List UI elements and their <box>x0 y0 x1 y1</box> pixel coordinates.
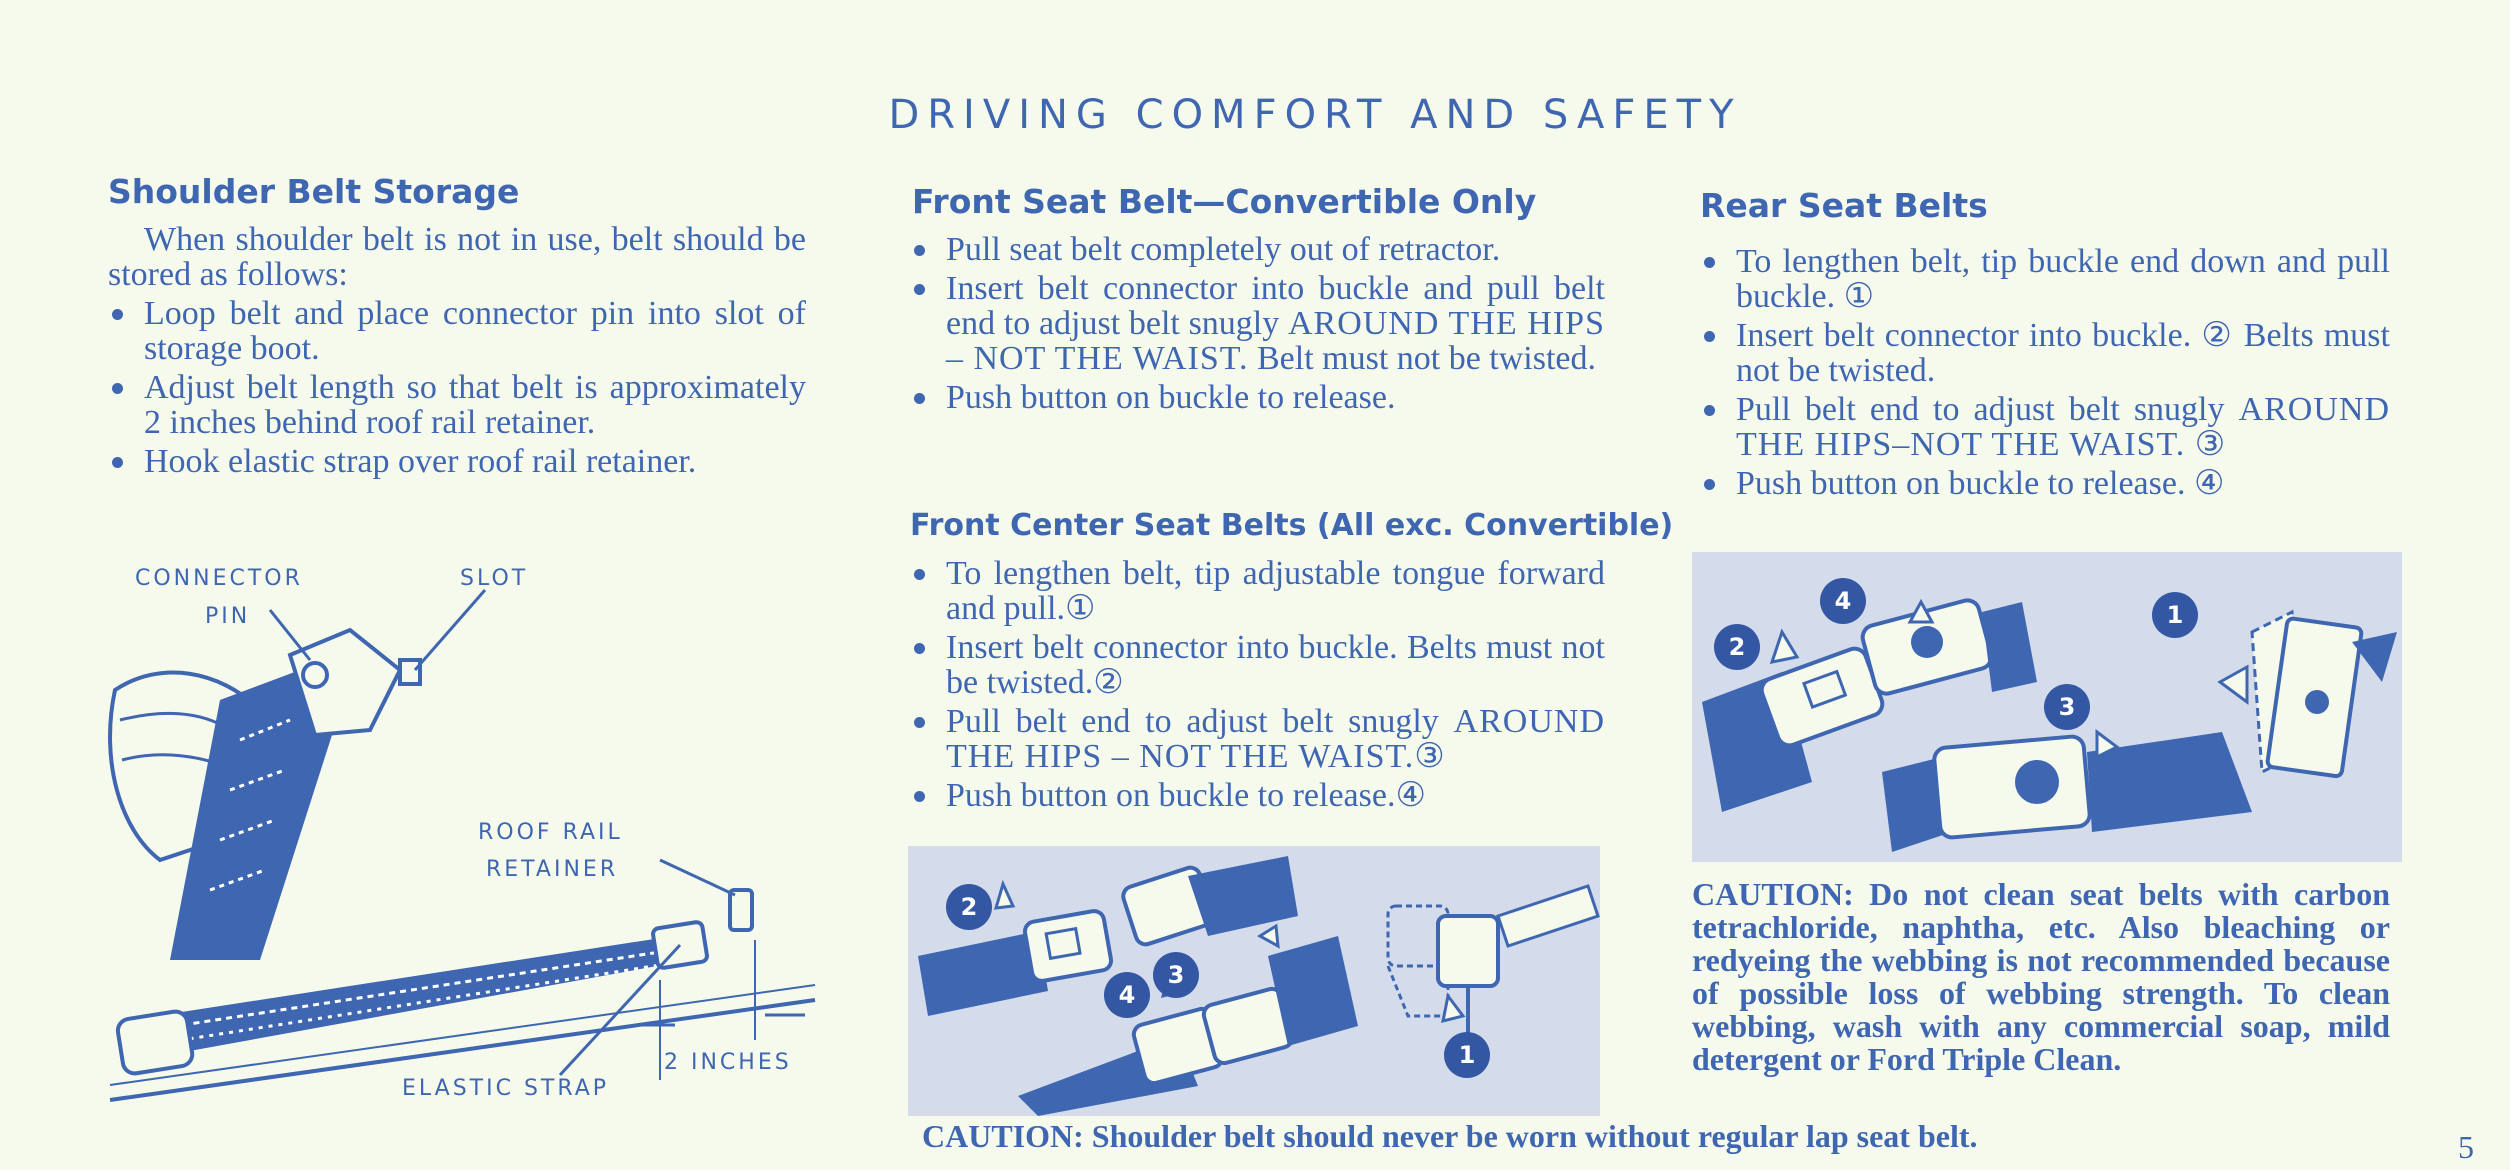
caps-warning: AROUND THE HIPS – NOT THE WAIST.③ <box>946 703 1605 775</box>
list-item <box>910 704 1605 774</box>
rear-belt-heading: Rear Seat Belts <box>1700 186 1988 225</box>
label-retainer: RETAINER <box>486 857 619 882</box>
list-item: Hook elastic strap over roof rail retainer. <box>108 444 806 479</box>
list-item <box>1700 392 2390 462</box>
step-badge-2: 2 <box>946 884 992 930</box>
shoulder-belt-drawing <box>100 560 820 1120</box>
rear-belt-body <box>1700 244 2390 505</box>
front-convertible-list <box>910 232 1605 415</box>
caps-warning: AROUND THE HIPS – NOT THE WAIST. <box>946 305 1606 377</box>
step-badge-3: 3 <box>2044 684 2090 730</box>
list-item: To lengthen belt, tip buckle end down and pull buckle. ① <box>1700 244 2390 314</box>
shoulder-belt-heading: Shoulder Belt Storage <box>108 172 520 211</box>
front-convertible-heading: Front Seat Belt—Convertible Only <box>912 182 1537 221</box>
list-item: Push button on buckle to release. <box>910 380 1605 415</box>
step-badge-1: 1 <box>1444 1032 1490 1078</box>
label-roof-rail: ROOF RAIL <box>478 820 623 845</box>
list-item: Push button on buckle to release. ④ <box>1700 466 2390 501</box>
list-item-text: Pull belt end to adjust belt snugly <box>1736 391 2225 428</box>
step-badge-4: 4 <box>1104 972 1150 1018</box>
step-badge-1: 1 <box>2152 592 2198 638</box>
rear-belt-illustration <box>1692 552 2402 862</box>
front-belt-illustration <box>908 846 1600 1116</box>
front-belt-drawing <box>908 846 1600 1116</box>
label-connector: CONNECTOR <box>135 566 303 591</box>
step-badge-3: 3 <box>1153 952 1199 998</box>
list-item: Loop belt and place connector pin into slot of storage boot. <box>108 296 806 366</box>
page-number: 5 <box>2458 1129 2474 1165</box>
label-slot: SLOT <box>460 566 529 591</box>
page-title: DRIVING COMFORT AND SAFETY <box>888 92 1742 138</box>
shoulder-belt-list <box>108 296 806 479</box>
list-item: Insert belt connector into buckle. Belts must not be twisted.② <box>910 630 1605 700</box>
list-item-tail: Belt must not be twisted. <box>1248 340 1597 377</box>
rear-caution: CAUTION: Do not clean seat belts with carbon tetrachloride, naphtha, etc. Also bleaching or redyeing the webbing is not recommended because of possible loss of webbing strength. To clean webbing, wash with any commercial soap, mild detergent or Ford Triple Clean. <box>1692 876 2390 1077</box>
label-two-inches: 2 INCHES <box>664 1050 792 1075</box>
list-item: Pull seat belt completely out of retractor. <box>910 232 1605 267</box>
front-convertible-body <box>910 232 1605 419</box>
list-item: Insert belt connector into buckle. ② Belts must not be twisted. <box>1700 318 2390 388</box>
shoulder-belt-intro: When shoulder belt is not in use, belt should be stored as follows: <box>108 221 806 293</box>
list-item <box>910 271 1605 376</box>
front-center-body <box>910 556 1605 817</box>
shoulder-belt-body <box>108 222 806 483</box>
list-item: Push button on buckle to release.④ <box>910 778 1605 813</box>
list-item-text: Pull belt end to adjust belt snugly <box>946 703 1439 740</box>
front-center-list <box>910 556 1605 813</box>
list-item: Adjust belt length so that belt is approximately 2 inches behind roof rail retainer. <box>108 370 806 440</box>
rear-belt-list <box>1700 244 2390 501</box>
step-badge-4: 4 <box>1820 578 1866 624</box>
list-item-text: Insert belt connector into buckle and pull belt end to adjust belt snugly <box>946 270 1605 342</box>
list-item: To lengthen belt, tip adjustable tongue forward and pull.① <box>910 556 1605 626</box>
label-pin: PIN <box>205 604 251 629</box>
step-badge-2: 2 <box>1714 624 1760 670</box>
label-elastic-strap: ELASTIC STRAP <box>402 1076 610 1101</box>
bottom-caution: CAUTION: Shoulder belt should never be worn without regular lap seat belt. <box>922 1118 1978 1154</box>
front-center-heading: Front Center Seat Belts (All exc. Convertible) <box>910 508 1674 543</box>
caps-warning: AROUND THE HIPS–NOT THE WAIST. ③ <box>1736 391 2391 463</box>
